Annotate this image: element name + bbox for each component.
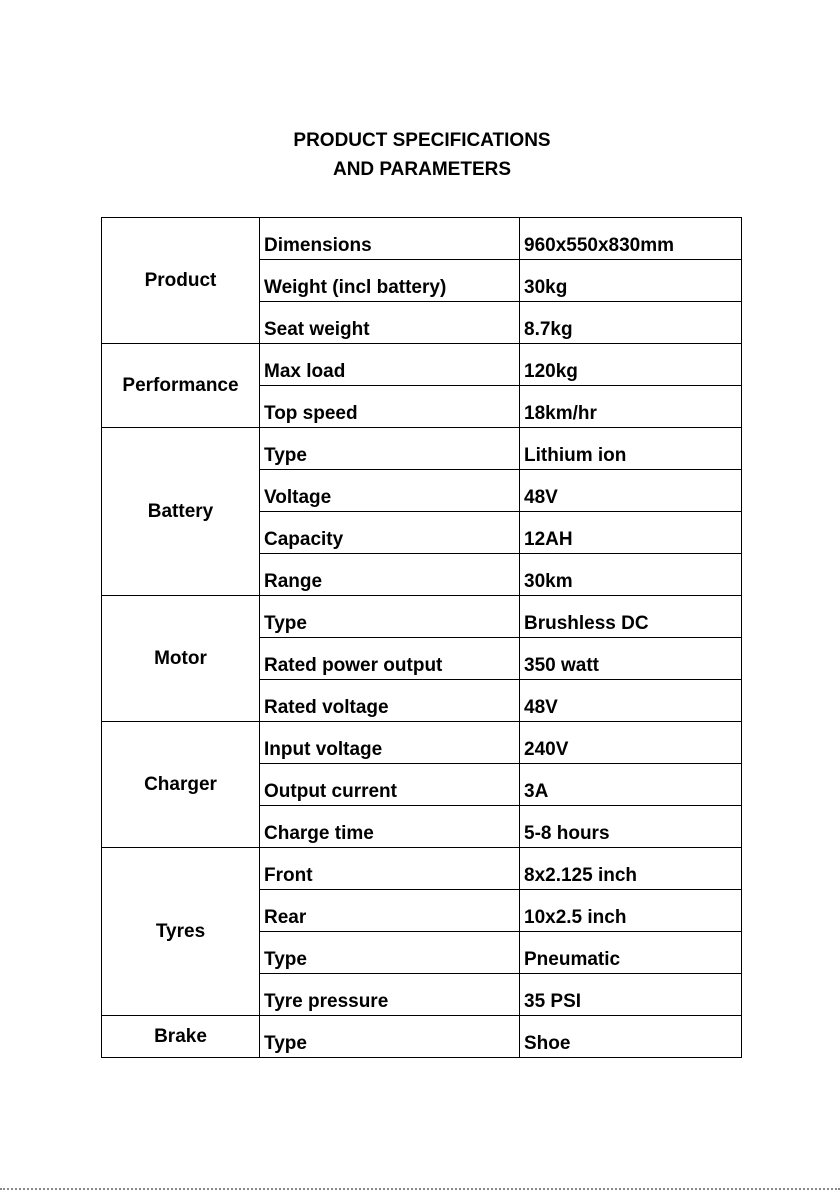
param-cell: Type [260,596,520,638]
param-cell: Input voltage [260,722,520,764]
param-cell: Rated voltage [260,680,520,722]
group-motor: Motor [102,596,260,722]
param-cell: Seat weight [260,302,520,344]
param-cell: Type [260,932,520,974]
value-cell: Lithium ion [520,428,742,470]
document-title [0,126,840,184]
value-cell: 8.7kg [520,302,742,344]
group-product: Product [102,218,260,344]
param-cell: Tyre pressure [260,974,520,1016]
group-tyres: Tyres [102,848,260,1016]
table-row [102,722,742,764]
value-cell: 350 watt [520,638,742,680]
param-cell: Voltage [260,470,520,512]
spec-table [101,217,742,1058]
param-cell: Range [260,554,520,596]
table-row [102,848,742,890]
value-cell: 12AH [520,512,742,554]
value-cell: 3A [520,764,742,806]
page-bottom-divider [0,1188,840,1190]
param-cell: Type [260,428,520,470]
value-cell: Shoe [520,1016,742,1058]
value-cell: 18km/hr [520,386,742,428]
param-cell: Output current [260,764,520,806]
param-cell: Front [260,848,520,890]
param-cell: Weight (incl battery) [260,260,520,302]
value-cell: Pneumatic [520,932,742,974]
table-row [102,596,742,638]
title-line-1: PRODUCT SPECIFICATIONS [293,130,551,151]
group-brake: Brake [102,1016,260,1058]
table-row [102,218,742,260]
value-cell: 960x550x830mm [520,218,742,260]
value-cell: 10x2.5 inch [520,890,742,932]
value-cell: 8x2.125 inch [520,848,742,890]
value-cell: 30kg [520,260,742,302]
value-cell: 48V [520,470,742,512]
param-cell: Rear [260,890,520,932]
value-cell: 30km [520,554,742,596]
group-performance: Performance [102,344,260,428]
param-cell: Rated power output [260,638,520,680]
param-cell: Charge time [260,806,520,848]
value-cell: 120kg [520,344,742,386]
title-line-2: AND PARAMETERS [332,159,512,180]
value-cell: Brushless DC [520,596,742,638]
param-cell: Type [260,1016,520,1058]
value-cell: 5-8 hours [520,806,742,848]
table-row [102,428,742,470]
param-cell: Capacity [260,512,520,554]
group-battery: Battery [102,428,260,596]
value-cell: 35 PSI [520,974,742,1016]
table-row [102,344,742,386]
table-row [102,1016,742,1058]
value-cell: 240V [520,722,742,764]
param-cell: Dimensions [260,218,520,260]
param-cell: Top speed [260,386,520,428]
value-cell: 48V [520,680,742,722]
group-charger: Charger [102,722,260,848]
param-cell: Max load [260,344,520,386]
